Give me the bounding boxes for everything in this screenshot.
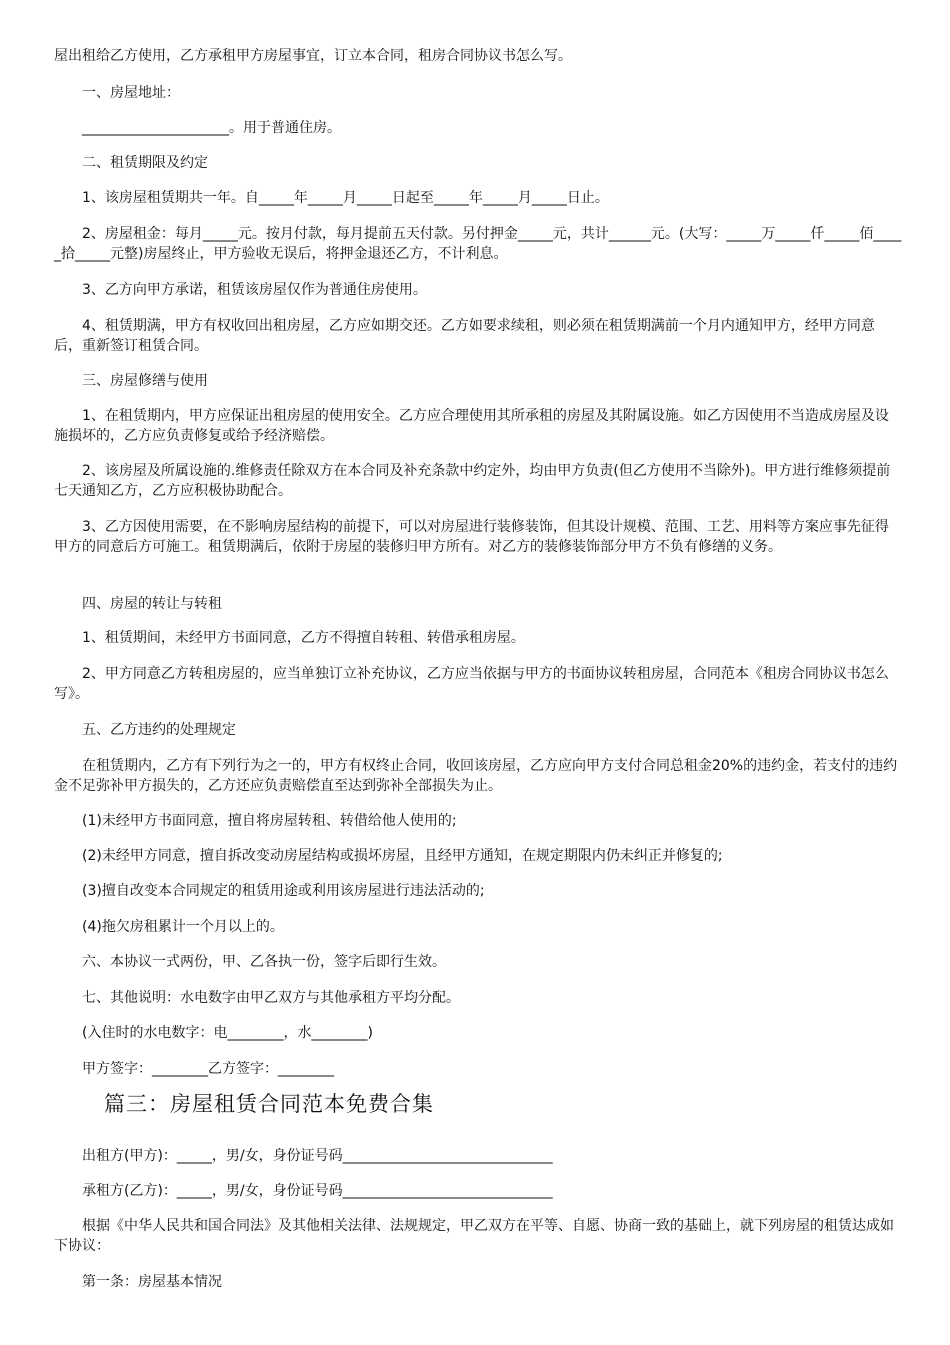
paragraph: 2、房屋租金：每月_____元。按月付款，每月提前五天付款。另付押金_____元，共计______元。(大写：_____万_____仟_____佰_____拾_____元整)房屋终止，甲方验收无误后，将押金退还乙方，不计利息。: [54, 226, 902, 262]
section-heading: 三、房屋修缮与使用: [54, 373, 208, 389]
list-item: (1)未经甲方书面同意，擅自将房屋转租、转借给他人使用的;: [54, 813, 457, 829]
paragraph: 根据《中华人民共和国合同法》及其他相关法律、法规规定，甲乙双方在平等、自愿、协商一致的基础上，就下列房屋的租赁达成如下协议：: [54, 1218, 894, 1254]
paragraph: 1、在租赁期内，甲方应保证出租房屋的使用安全。乙方应合理使用其所承租的房屋及其附属设施。如乙方因使用不当造成房屋及设施损坏的，乙方应负责修复或给予经济赔偿。: [54, 408, 889, 444]
paragraph: 七、其他说明：水电数字由甲乙双方与其他承租方平均分配。: [54, 990, 460, 1006]
section-heading: 第一条：房屋基本情况: [54, 1274, 222, 1290]
party-line: 承租方(乙方)：_____，男/女，身份证号码______________________________: [54, 1183, 553, 1199]
paragraph: 1、该房屋租赁期共一年。自_____年_____月_____日起至_____年_____月_____日止。: [54, 190, 609, 206]
paragraph: _____________________。用于普通住房。: [54, 120, 341, 136]
paragraph: 4、租赁期满，甲方有权收回出租房屋，乙方应如期交还。乙方如要求续租，则必须在租赁期满前一个月内通知甲方，经甲方同意后，重新签订租赁合同。: [54, 318, 875, 354]
signature-line: 甲方签字：________乙方签字：________: [54, 1061, 334, 1077]
list-item: (3)擅自改变本合同规定的租赁用途或利用该房屋进行违法活动的;: [54, 883, 485, 899]
list-item: (4)拖欠房租累计一个月以上的。: [54, 919, 284, 935]
paragraph: 在租赁期内，乙方有下列行为之一的，甲方有权终止合同，收回该房屋，乙方应向甲方支付合同总租金20%的违约金，若支付的违约金不足弥补甲方损失的，乙方还应负责赔偿直至达到弥补全部损失为止。: [54, 758, 898, 794]
section-heading: 四、房屋的转让与转租: [54, 596, 222, 612]
section-heading: 五、乙方违约的处理规定: [54, 722, 236, 738]
party-line: 出租方(甲方)：_____，男/女，身份证号码______________________________: [54, 1148, 553, 1164]
paragraph: 3、乙方因使用需要，在不影响房屋结构的前提下，可以对房屋进行装修装饰，但其设计规模、范围、工艺、用料等方案应事先征得甲方的同意后方可施工。租赁期满后，依附于房屋的装修归甲方所有。对乙方的装修装饰部分甲方不负有修缮的义务。: [54, 519, 889, 555]
document-title: 篇三：房屋租赁合同范本免费合集: [104, 1092, 434, 1116]
section-heading: 二、租赁期限及约定: [54, 155, 208, 171]
paragraph: 屋出租给乙方使用，乙方承租甲方房屋事宜，订立本合同，租房合同协议书怎么写。: [54, 48, 572, 64]
section-heading: 一、房屋地址：: [54, 85, 180, 101]
paragraph: 1、租赁期间，未经甲方书面同意，乙方不得擅自转租、转借承租房屋。: [54, 630, 525, 646]
paragraph: (入住时的水电数字：电________，水________): [54, 1025, 373, 1041]
paragraph: 六、本协议一式两份，甲、乙各执一份，签字后即行生效。: [54, 954, 446, 970]
paragraph: 2、甲方同意乙方转租房屋的，应当单独订立补充协议，乙方应当依据与甲方的书面协议转租房屋，合同范本《租房合同协议书怎么写》。: [54, 666, 889, 702]
paragraph: 3、乙方向甲方承诺，租赁该房屋仅作为普通住房使用。: [54, 282, 427, 298]
list-item: (2)未经甲方同意，擅自拆改变动房屋结构或损坏房屋，且经甲方通知，在规定期限内仍未纠正并修复的;: [54, 848, 723, 864]
paragraph: 2、该房屋及所属设施的.维修责任除双方在本合同及补充条款中约定外，均由甲方负责(但乙方使用不当除外)。甲方进行维修须提前七天通知乙方，乙方应积极协助配合。: [54, 463, 891, 499]
